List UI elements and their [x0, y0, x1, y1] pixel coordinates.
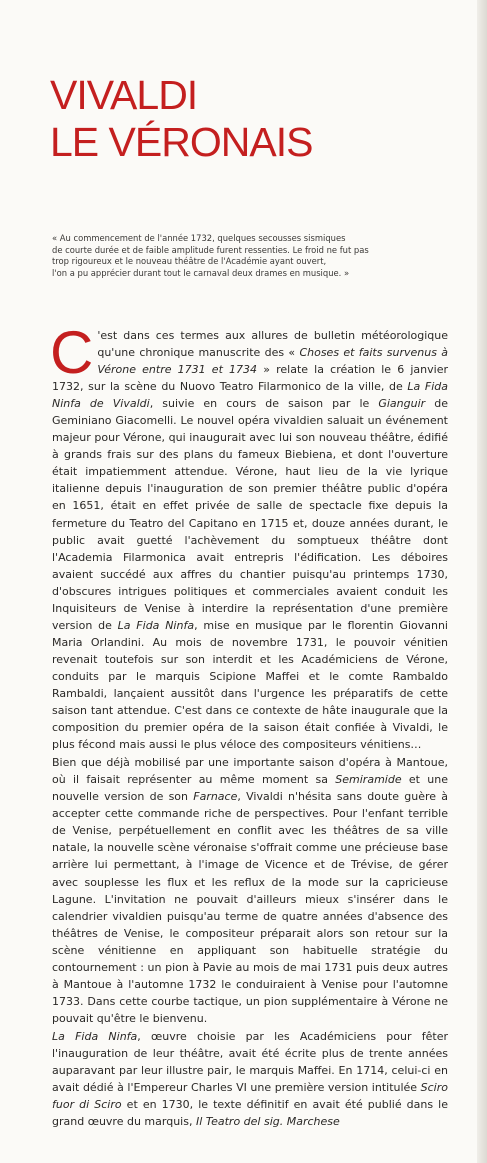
italic-text: Gianguir — [378, 397, 426, 411]
italic-text: Il Teatro del sig. Marchese — [195, 1115, 340, 1129]
italic-text: La Fida Ninfa — [117, 618, 195, 632]
epigraph-quote — [52, 233, 394, 280]
title-line-2: LE VÉRONAIS — [50, 119, 313, 165]
italic-text: Farnace — [193, 790, 238, 804]
italic-text: Sciro fuor di Sciro — [52, 1081, 448, 1112]
title-line-1: VIVALDI — [50, 72, 198, 118]
epigraph-line: trop rigoureux et le nouveau théâtre de l'Académie ayant ouvert, — [52, 256, 327, 267]
text-run: et en 1730, le texte définitif en avait été publié dans le grand œuvre du marquis, — [52, 1098, 448, 1129]
page-title — [50, 72, 312, 166]
italic-text: Choses et faits survenus à Vérone entre 1731 et 1734 — [97, 346, 449, 377]
text-run: , mise en musique par le florentin Giovanni Maria Orlandini. Au mois de novembre 1731, le pouvoir vénitien revenait toutefois sur son interdit et les Académiciens de Vérone, conduits par le marquis Scipione Maffei et le comte Rambaldo Rambaldi, lançaient aussitôt dans l'urgence les préparatifs de cette saison tant attendue. C'est dans ce contexte de hâte inaugurale que la composition du premier opéra de la saison était confiée à Vivaldi, le plus fécond mais aussi le plus véloce des compositeurs vénitiens… — [52, 618, 448, 752]
epigraph-line: de courte durée et de faible amplitude furent ressenties. Le froid ne fut pas — [52, 244, 369, 255]
text-run: , suivie en cours de saison par le — [149, 397, 379, 411]
article-paragraph-2 — [52, 754, 448, 1027]
italic-text: La Fida Ninfa de Vivaldi — [52, 380, 448, 411]
text-run: et une nouvelle version de son — [52, 773, 448, 804]
text-run: 'est dans ces termes aux allures de bulletin météorologique qu'une chronique manuscrite des « — [97, 329, 448, 360]
italic-text: Semiramide — [335, 773, 402, 787]
text-run: Bien que déjà mobilisé par une importante saison d'opéra à Mantoue, où il faisait représenter au même moment sa — [52, 756, 448, 787]
text-run: , œuvre choisie par les Académiciens pour fêter l'inauguration de leur théâtre, avait été écrite plus de trente années auparavant par leur illustre pair, le marquis Maffei. En 1714, celui-ci en avait dédié à l'Empereur Charles VI une première version intitulée — [52, 1029, 448, 1095]
epigraph-line: l'on a pu apprécier durant tout le carnaval deux drames en musique. » — [52, 268, 350, 279]
text-run: de Geminiano Giacomelli. Le nouvel opéra vivaldien saluait un événement majeur pour Vérone, qui inaugurait avec lui son nouveau théâtre, édifié à grands frais sur des plans du fameux Biebiena, et dont l'ouverture était impatiemment attendue. Vérone, haut lieu de la vie lyrique italienne depuis l'inauguration de son premier théâtre public d'opéra en 1651, était en effet privée de salle de spectacle fixe depuis la fermeture du Teatro del Capitano en 1715 et, douze années durant, le public avait guetté l'achèvement du somptueux théâtre dont l'Academia Filarmonica avait entrepris l'édification. Les déboires avaient succédé aux affres du chantier puisqu'au printemps 1730, d'obscures intrigues politiques et commerciales avaient conduit les Inquisiteurs de Venise à interdire la représentation d'une première version de — [52, 397, 448, 632]
text-run: , Vivaldi n'hésita sans doute guère à accepter cette commande riche de perspectives. Pour l'enfant terrible de Venise, perpétuellement en conflit avec les théâtres de sa ville natale, la nouvelle scène véronaise s'offrait comme une précieuse base arrière lui permettant, à l'image de Vicence et de Trévise, de gérer avec souplesse les flux et les reflux de la mode sur la capricieuse Lagune. L'invitation ne pouvait d'ailleurs mieux s'insérer dans le calendrier vivaldien puisqu'au terme de quatre années d'absence des théâtres de Venise, le compositeur préparait alors son retour sur la scène vénitienne en appliquant son habituelle stratégie du contournement : un pion à Pavie au mois de mai 1731 puis deux autres à Mantoue à l'automne 1732 le conduiraient à Venise pour l'automne 1733. Dans cette courbe tactique, un pion supplémentaire à Vérone ne pouvait qu'être le bienvenu. — [52, 790, 448, 1025]
epigraph-line: « Au commencement de l'année 1732, quelques secousses sismiques — [52, 233, 346, 243]
article-body — [50, 319, 449, 1130]
page-spine-shadow — [477, 0, 487, 1163]
italic-text: La Fida Ninfa — [52, 1029, 138, 1043]
drop-cap: C — [50, 319, 94, 386]
article-paragraph-1 — [50, 319, 449, 753]
text-run: » relate la création le 6 janvier 1732, sur la scène du Nuovo Teatro Filarmonico de la ville, de — [52, 363, 448, 394]
article-paragraph-3 — [52, 1028, 448, 1130]
